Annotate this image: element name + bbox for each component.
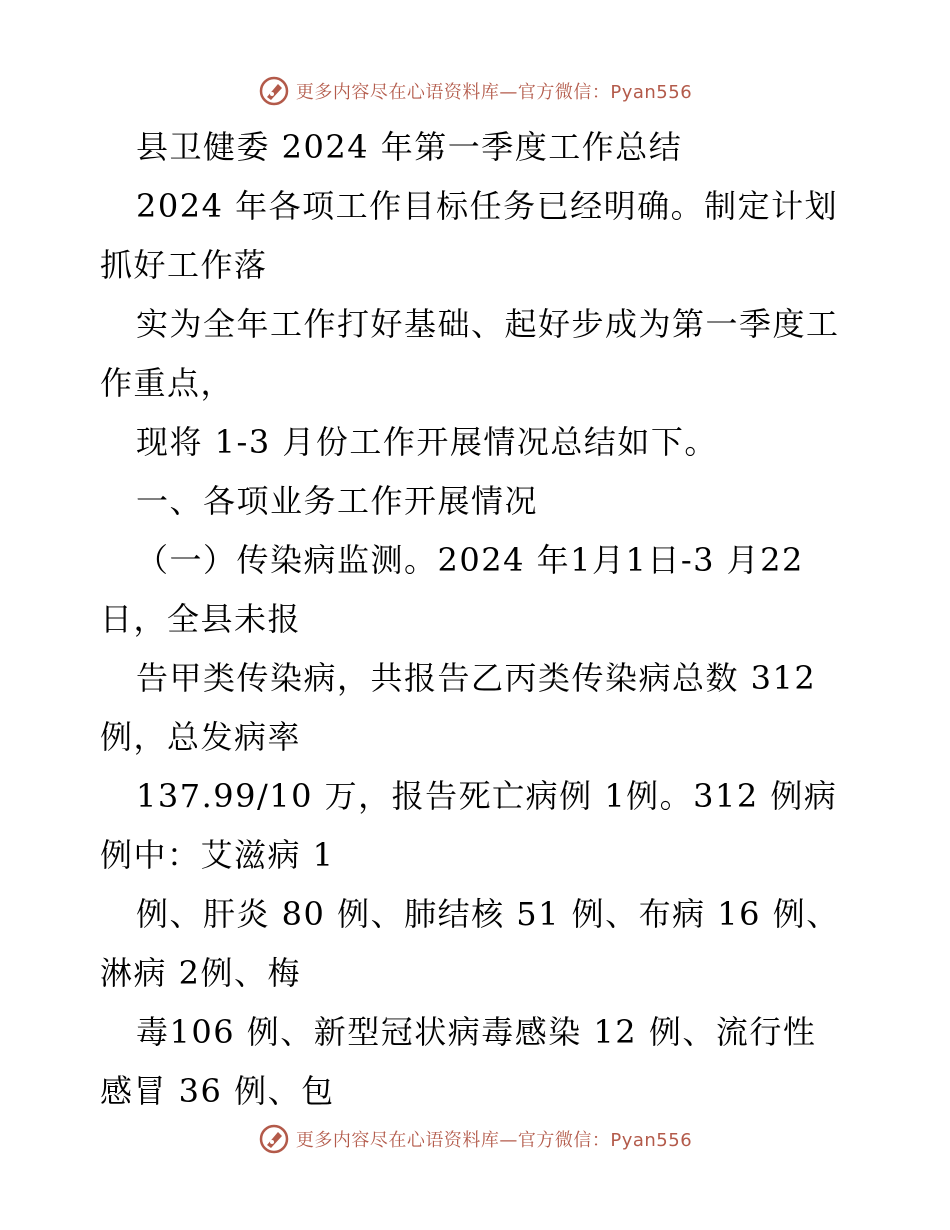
text-line: 2024 年各项工作目标任务已经明确。制定计划 xyxy=(136,187,839,225)
document-body xyxy=(100,118,840,1121)
pen-nib-logo-icon xyxy=(258,1123,290,1155)
text-line: 现将 1-3 月份工作开展情况总结如下。 xyxy=(136,423,718,461)
text-line: 告甲类传染病，共报告乙丙类传染病总数 312 xyxy=(136,659,817,697)
text-line: 137.99/10 万，报告死亡病例 1例。312 例病 xyxy=(136,777,838,815)
text-line: （一）传染病监测。2024 年1月1日-3 月22 xyxy=(136,541,804,579)
text-line: 例、肝炎 80 例、肺结核 51 例、布病 16 例、 xyxy=(136,895,840,933)
pen-nib-logo-icon xyxy=(258,75,290,107)
text-line: 感冒 36 例、包 xyxy=(100,1072,335,1110)
watermark-text: 更多内容尽在心语资料库—官方微信：Pyan556 xyxy=(295,1130,693,1151)
text-line: 例中：艾滋病 1 xyxy=(100,836,335,874)
text-line: 县卫健委 2024 年第一季度工作总结 xyxy=(136,128,683,166)
watermark-text: 更多内容尽在心语资料库—官方微信：Pyan556 xyxy=(295,82,693,103)
text-line: 实为全年工作打好基础、起好步成为第一季度工 xyxy=(136,305,840,343)
text-line: 一、各项业务工作开展情况 xyxy=(136,482,539,520)
watermark-footer xyxy=(0,1119,950,1159)
text-line: 淋病 2例、梅 xyxy=(100,954,302,992)
text-line: 作重点， xyxy=(100,364,235,402)
text-line: 例，总发病率 xyxy=(100,718,302,756)
watermark-header xyxy=(0,71,950,111)
text-line: 抓好工作落 xyxy=(100,246,268,284)
text-line: 毒106 例、新型冠状病毒感染 12 例、流行性 xyxy=(136,1013,817,1051)
text-line: 日，全县未报 xyxy=(100,600,302,638)
